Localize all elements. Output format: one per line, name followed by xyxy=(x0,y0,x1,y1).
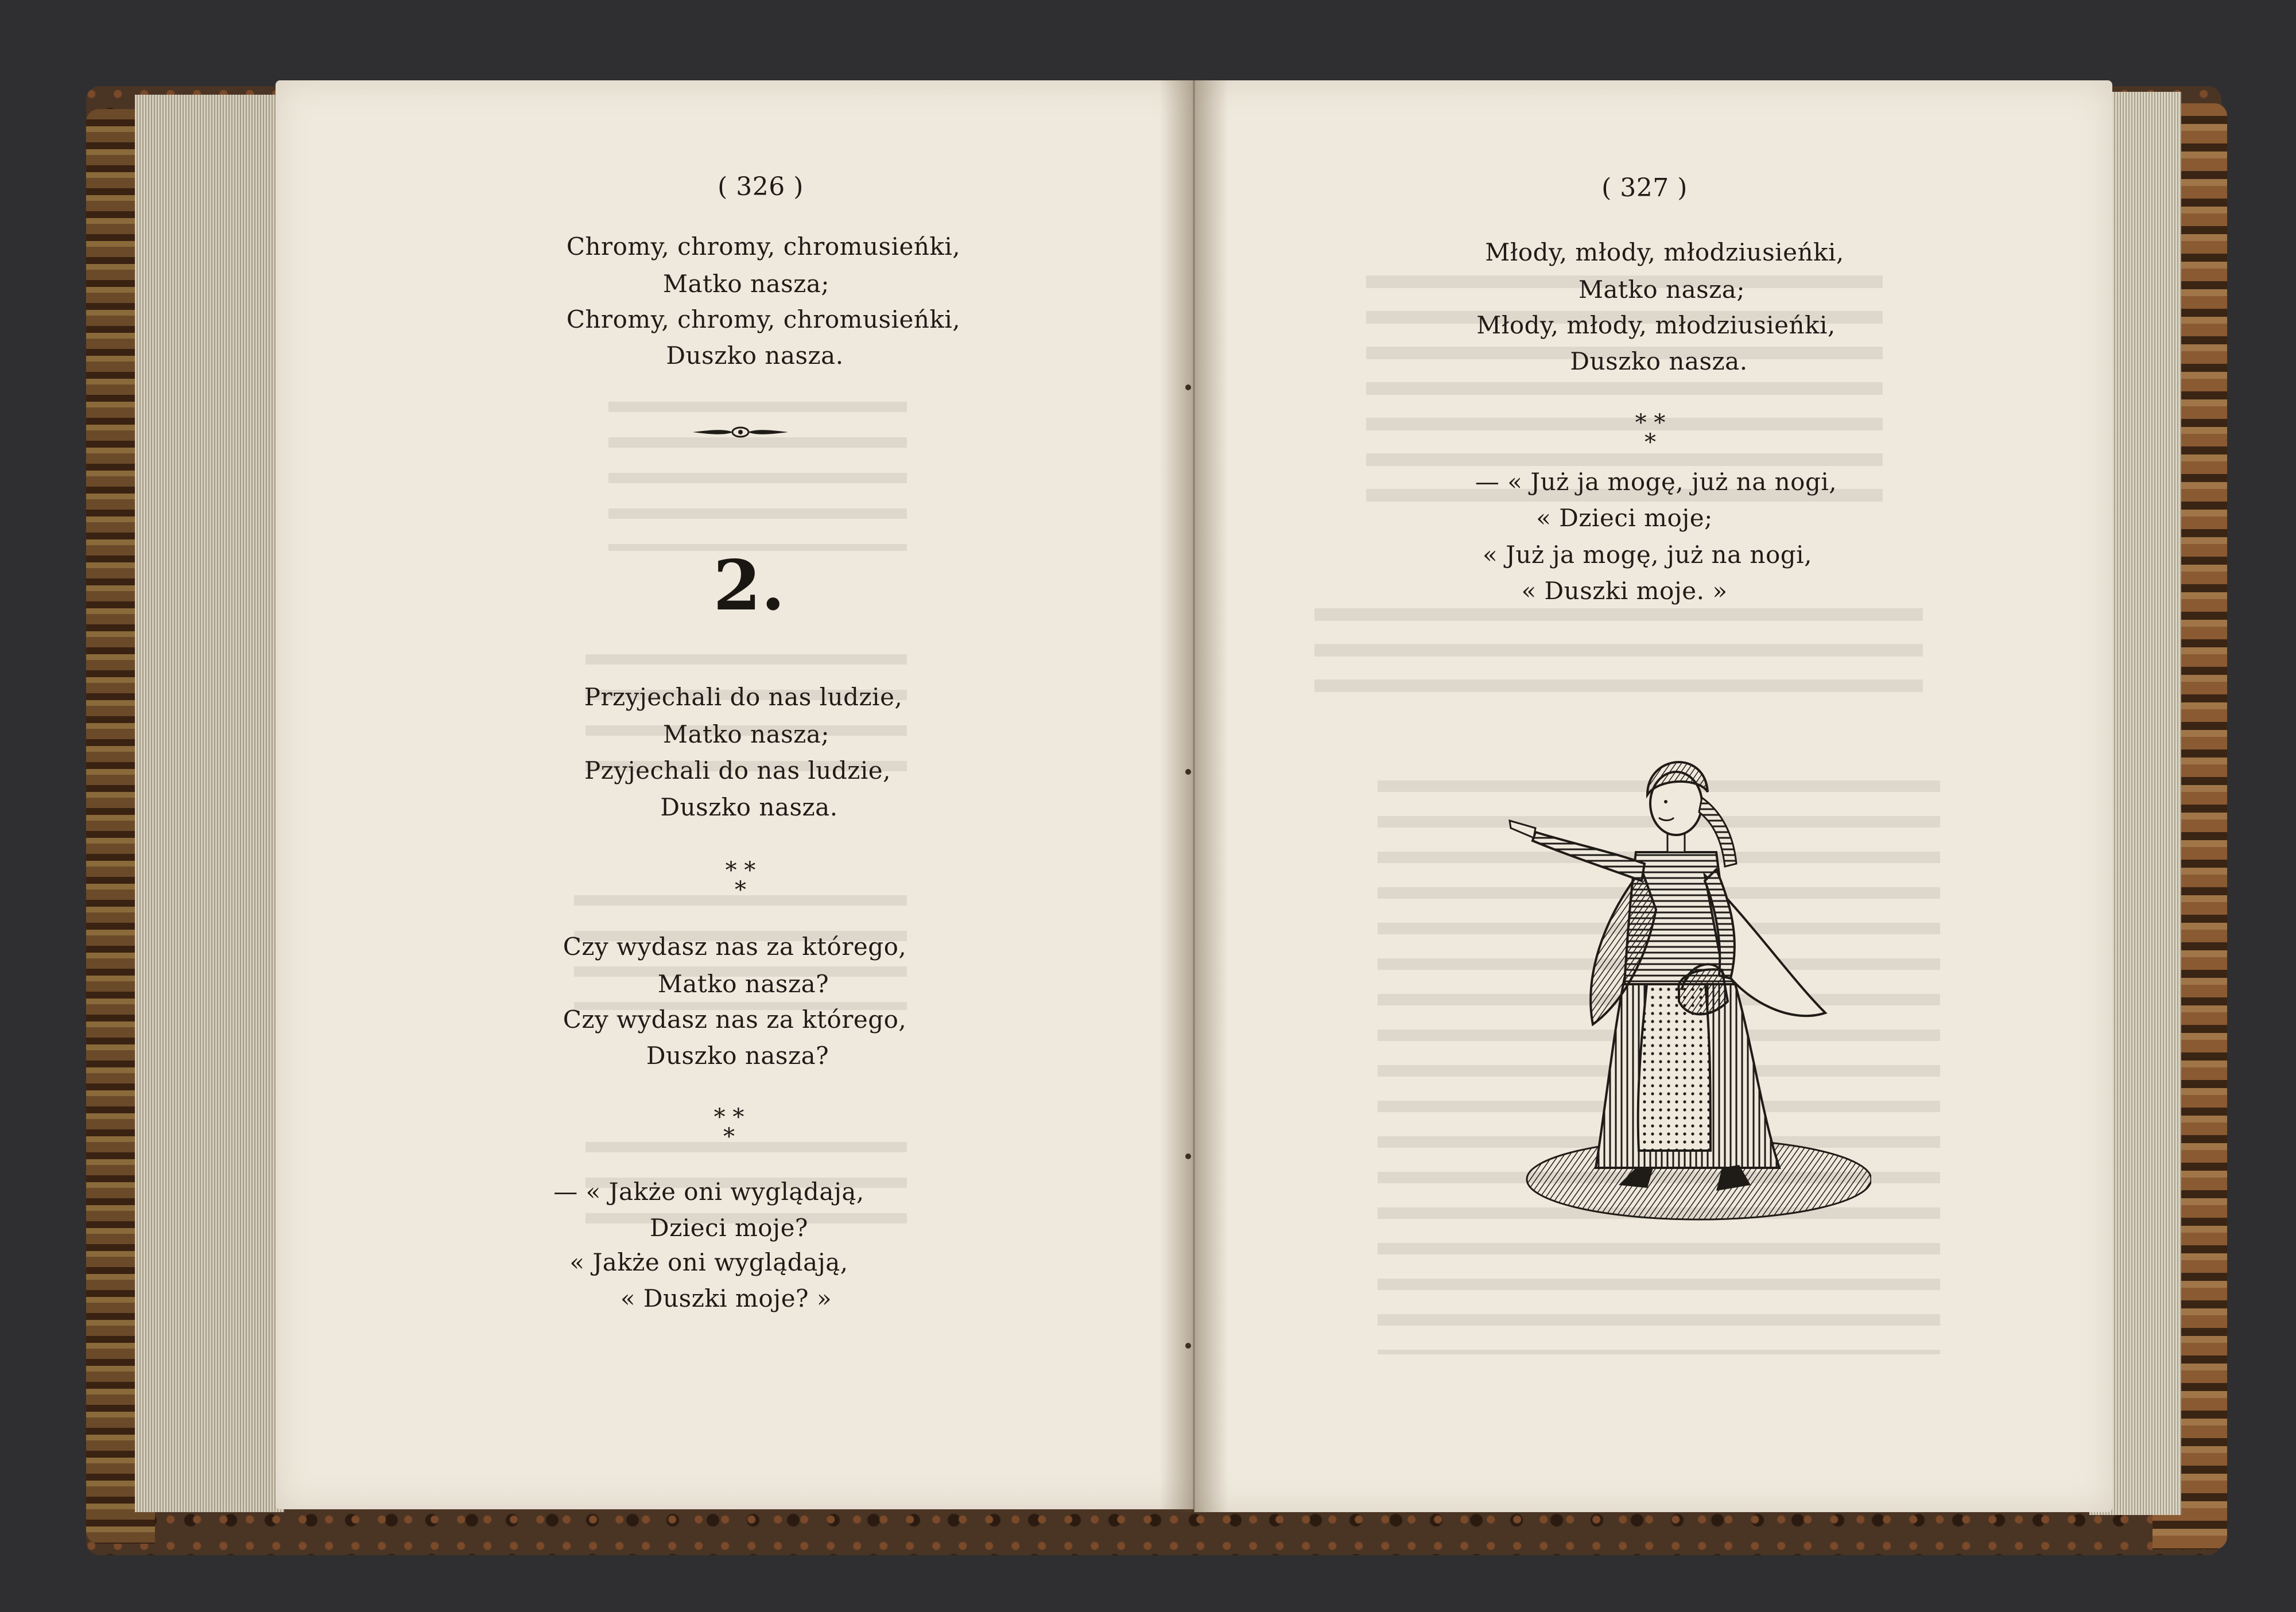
verse-line: Chromy, chromy, chromusieńki, xyxy=(566,232,961,261)
ornament-divider-icon xyxy=(692,424,789,441)
verse-line: Dzieci moje? xyxy=(650,1214,808,1242)
verse-line: Młody, młody, młodziusieńki, xyxy=(1485,238,1844,266)
stars-divider: * * * xyxy=(713,1104,744,1150)
verse-line: Czy wydasz nas za którego, xyxy=(563,933,907,961)
verse-line: Matko nasza? xyxy=(657,970,829,998)
stars-divider: * * * xyxy=(725,857,756,903)
verse-line: — « Już ja mogę, już na nogi, xyxy=(1475,468,1837,496)
binding-thread xyxy=(1185,384,1191,390)
verse-line: Matko nasza; xyxy=(663,270,829,298)
page-number: ( 327 ) xyxy=(1601,173,1688,203)
verse-line: Młody, młody, młodziusieńki, xyxy=(1476,311,1836,339)
verse-line: « Duszki moje? » xyxy=(620,1284,832,1312)
verse-line: « Duszki moje. » xyxy=(1521,577,1728,605)
book-gutter xyxy=(1159,80,1228,1512)
verse-line: Duszko nasza. xyxy=(660,793,838,821)
section-number: 2. xyxy=(713,545,785,626)
verse-line: Przyjechali do nas ludzie, xyxy=(584,683,903,711)
verse-line: Chromy, chromy, chromusieńki, xyxy=(566,305,961,333)
verse-line: Duszko nasza. xyxy=(666,341,844,370)
binding-thread xyxy=(1185,1343,1191,1349)
woodcut-peasant-woman-figure xyxy=(1504,680,1871,1231)
verse-line: Duszko nasza. xyxy=(1570,347,1748,375)
verse-line: « Jakże oni wyglądają, xyxy=(569,1248,848,1276)
binding-thread xyxy=(1185,1153,1191,1159)
verse-line: Matko nasza; xyxy=(663,720,829,748)
binding-thread xyxy=(1185,769,1191,775)
verse-line: Czy wydasz nas za którego, xyxy=(563,1005,907,1034)
verse-line: « Dzieci moje; xyxy=(1536,504,1713,532)
verse-line: Duszko nasza? xyxy=(646,1042,829,1070)
verse-line: Matko nasza; xyxy=(1578,275,1745,304)
verse-line: « Już ja mogę, już na nogi, xyxy=(1483,541,1812,569)
verse-line: — « Jakże oni wyglądają, xyxy=(553,1178,864,1206)
page-number: ( 326 ) xyxy=(718,172,804,201)
stars-divider: * * * xyxy=(1635,410,1666,456)
page-stack-left xyxy=(135,95,284,1512)
verse-line: Pzyjechali do nas ludzie, xyxy=(584,756,891,784)
